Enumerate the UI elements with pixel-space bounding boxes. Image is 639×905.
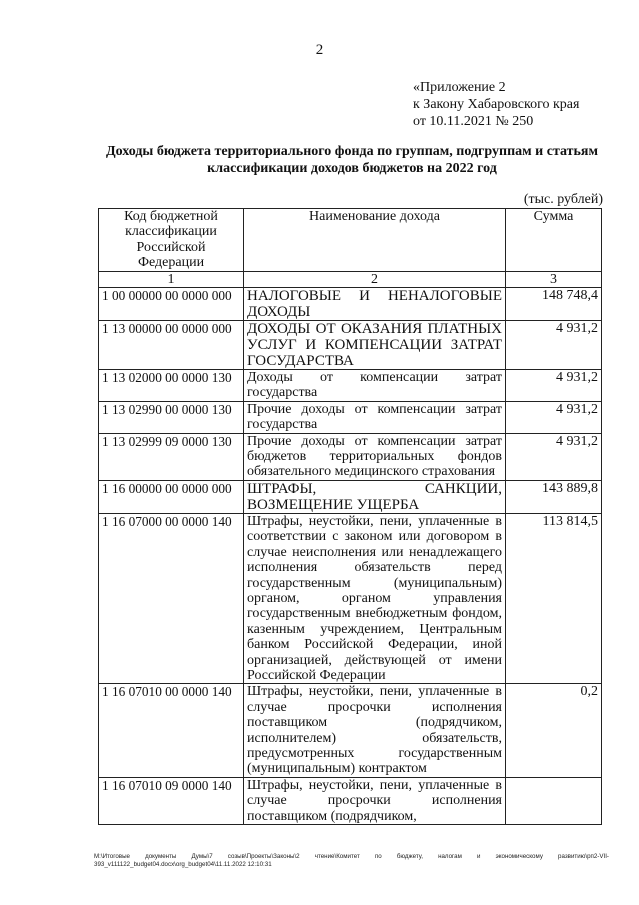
title-line: Доходы бюджета территориального фонда по группам, подгруппам и статьям [105,144,599,159]
row-name: Прочие доходы от компенсации затрат государства [244,401,506,433]
document-title [92,143,612,177]
row-sum: 4 931,2 [506,401,602,433]
row-name: Штрафы, неустойки, пени, уплаченные в случае просрочки исполнения поставщиком (подрядчиком, исполнителем) обязательств, предусмотренных государственным (муниципальным) контрактом [244,684,506,777]
row-code: 1 13 02000 00 0000 130 [99,370,244,402]
column-number: 3 [506,271,602,287]
row-code: 1 13 02999 09 0000 130 [99,433,244,480]
appendix-line: «Приложение 2 [413,80,506,95]
row-sum: 4 931,2 [506,321,602,370]
table-row [99,433,602,480]
row-sum: 0,2 [506,684,602,777]
header-sum: Сумма [506,209,602,272]
table-row [99,370,602,402]
row-name: НАЛОГОВЫЕ И НЕНАЛОГОВЫЕ ДОХОДЫ [244,288,506,321]
row-name: Штрафы, неустойки, пени, уплаченные в соответствии с законом или договором в случае неисполнения или ненадлежащего исполнения обязательств перед государственным (муниципальным) органом, органом управления государственным внебюджетным фондом, казенным учреждением, Центральным банком Российской Федерации, иной организацией, действующей от имени Российской Федерации [244,513,506,683]
row-code: 1 13 02990 00 0000 130 [99,401,244,433]
row-name: ДОХОДЫ ОТ ОКАЗАНИЯ ПЛАТНЫХ УСЛУГ И КОМПЕНСАЦИИ ЗАТРАТ ГОСУДАРСТВА [244,321,506,370]
row-name: Штрафы, неустойки, пени, уплаченные в случае просрочки исполнения поставщиком (подрядчиком, [244,777,506,824]
row-code: 1 13 00000 00 0000 000 [99,321,244,370]
row-code: 1 16 00000 00 0000 000 [99,480,244,513]
table-row [99,321,602,370]
budget-table [98,208,602,825]
appendix-block [413,79,579,130]
row-code: 1 16 07010 09 0000 140 [99,777,244,824]
column-number: 1 [99,271,244,287]
table-row [99,480,602,513]
table-row [99,401,602,433]
table-row [99,777,602,824]
row-code: 1 16 07000 00 0000 140 [99,513,244,683]
row-name: Прочие доходы от компенсации затрат бюджетов территориальных фондов обязательного медицинского страхования [244,433,506,480]
row-code: 1 16 07010 00 0000 140 [99,684,244,777]
table-row [99,513,602,683]
page-number: 2 [315,42,324,58]
table-row [99,684,602,777]
table-header-row [99,209,602,272]
table-row [99,288,602,321]
row-name: ШТРАФЫ, САНКЦИИ, ВОЗМЕЩЕНИЕ УЩЕРБА [244,480,506,513]
appendix-line: от 10.11.2021 № 250 [413,114,534,129]
header-name: Наименование дохода [244,209,506,272]
title-line: классификации доходов бюджетов на 2022 год [207,161,497,176]
row-code: 1 00 00000 00 0000 000 [99,288,244,321]
file-path-footer: M:\Итоговые документы Думы\7 созыв\Проекты\Законы\2 чтение\Комитет по бюджету, налогам и экономическому развитию\рп2-VII-393_v111122_budget04.docx\org_budget04\11.11.2022 12:10:31 [94,853,609,868]
row-sum: 143 889,8 [506,480,602,513]
column-number: 2 [244,271,506,287]
row-name: Доходы от компенсации затрат государства [244,370,506,402]
header-code: Код бюджетной классификации Российской Федерации [99,209,244,272]
units-label: (тыс. рублей) [523,192,603,207]
row-sum: 113 814,5 [506,513,602,683]
row-sum [506,777,602,824]
appendix-line: к Закону Хабаровского края [413,97,580,112]
column-number-row [99,271,602,287]
row-sum: 4 931,2 [506,433,602,480]
row-sum: 148 748,4 [506,288,602,321]
row-sum: 4 931,2 [506,370,602,402]
